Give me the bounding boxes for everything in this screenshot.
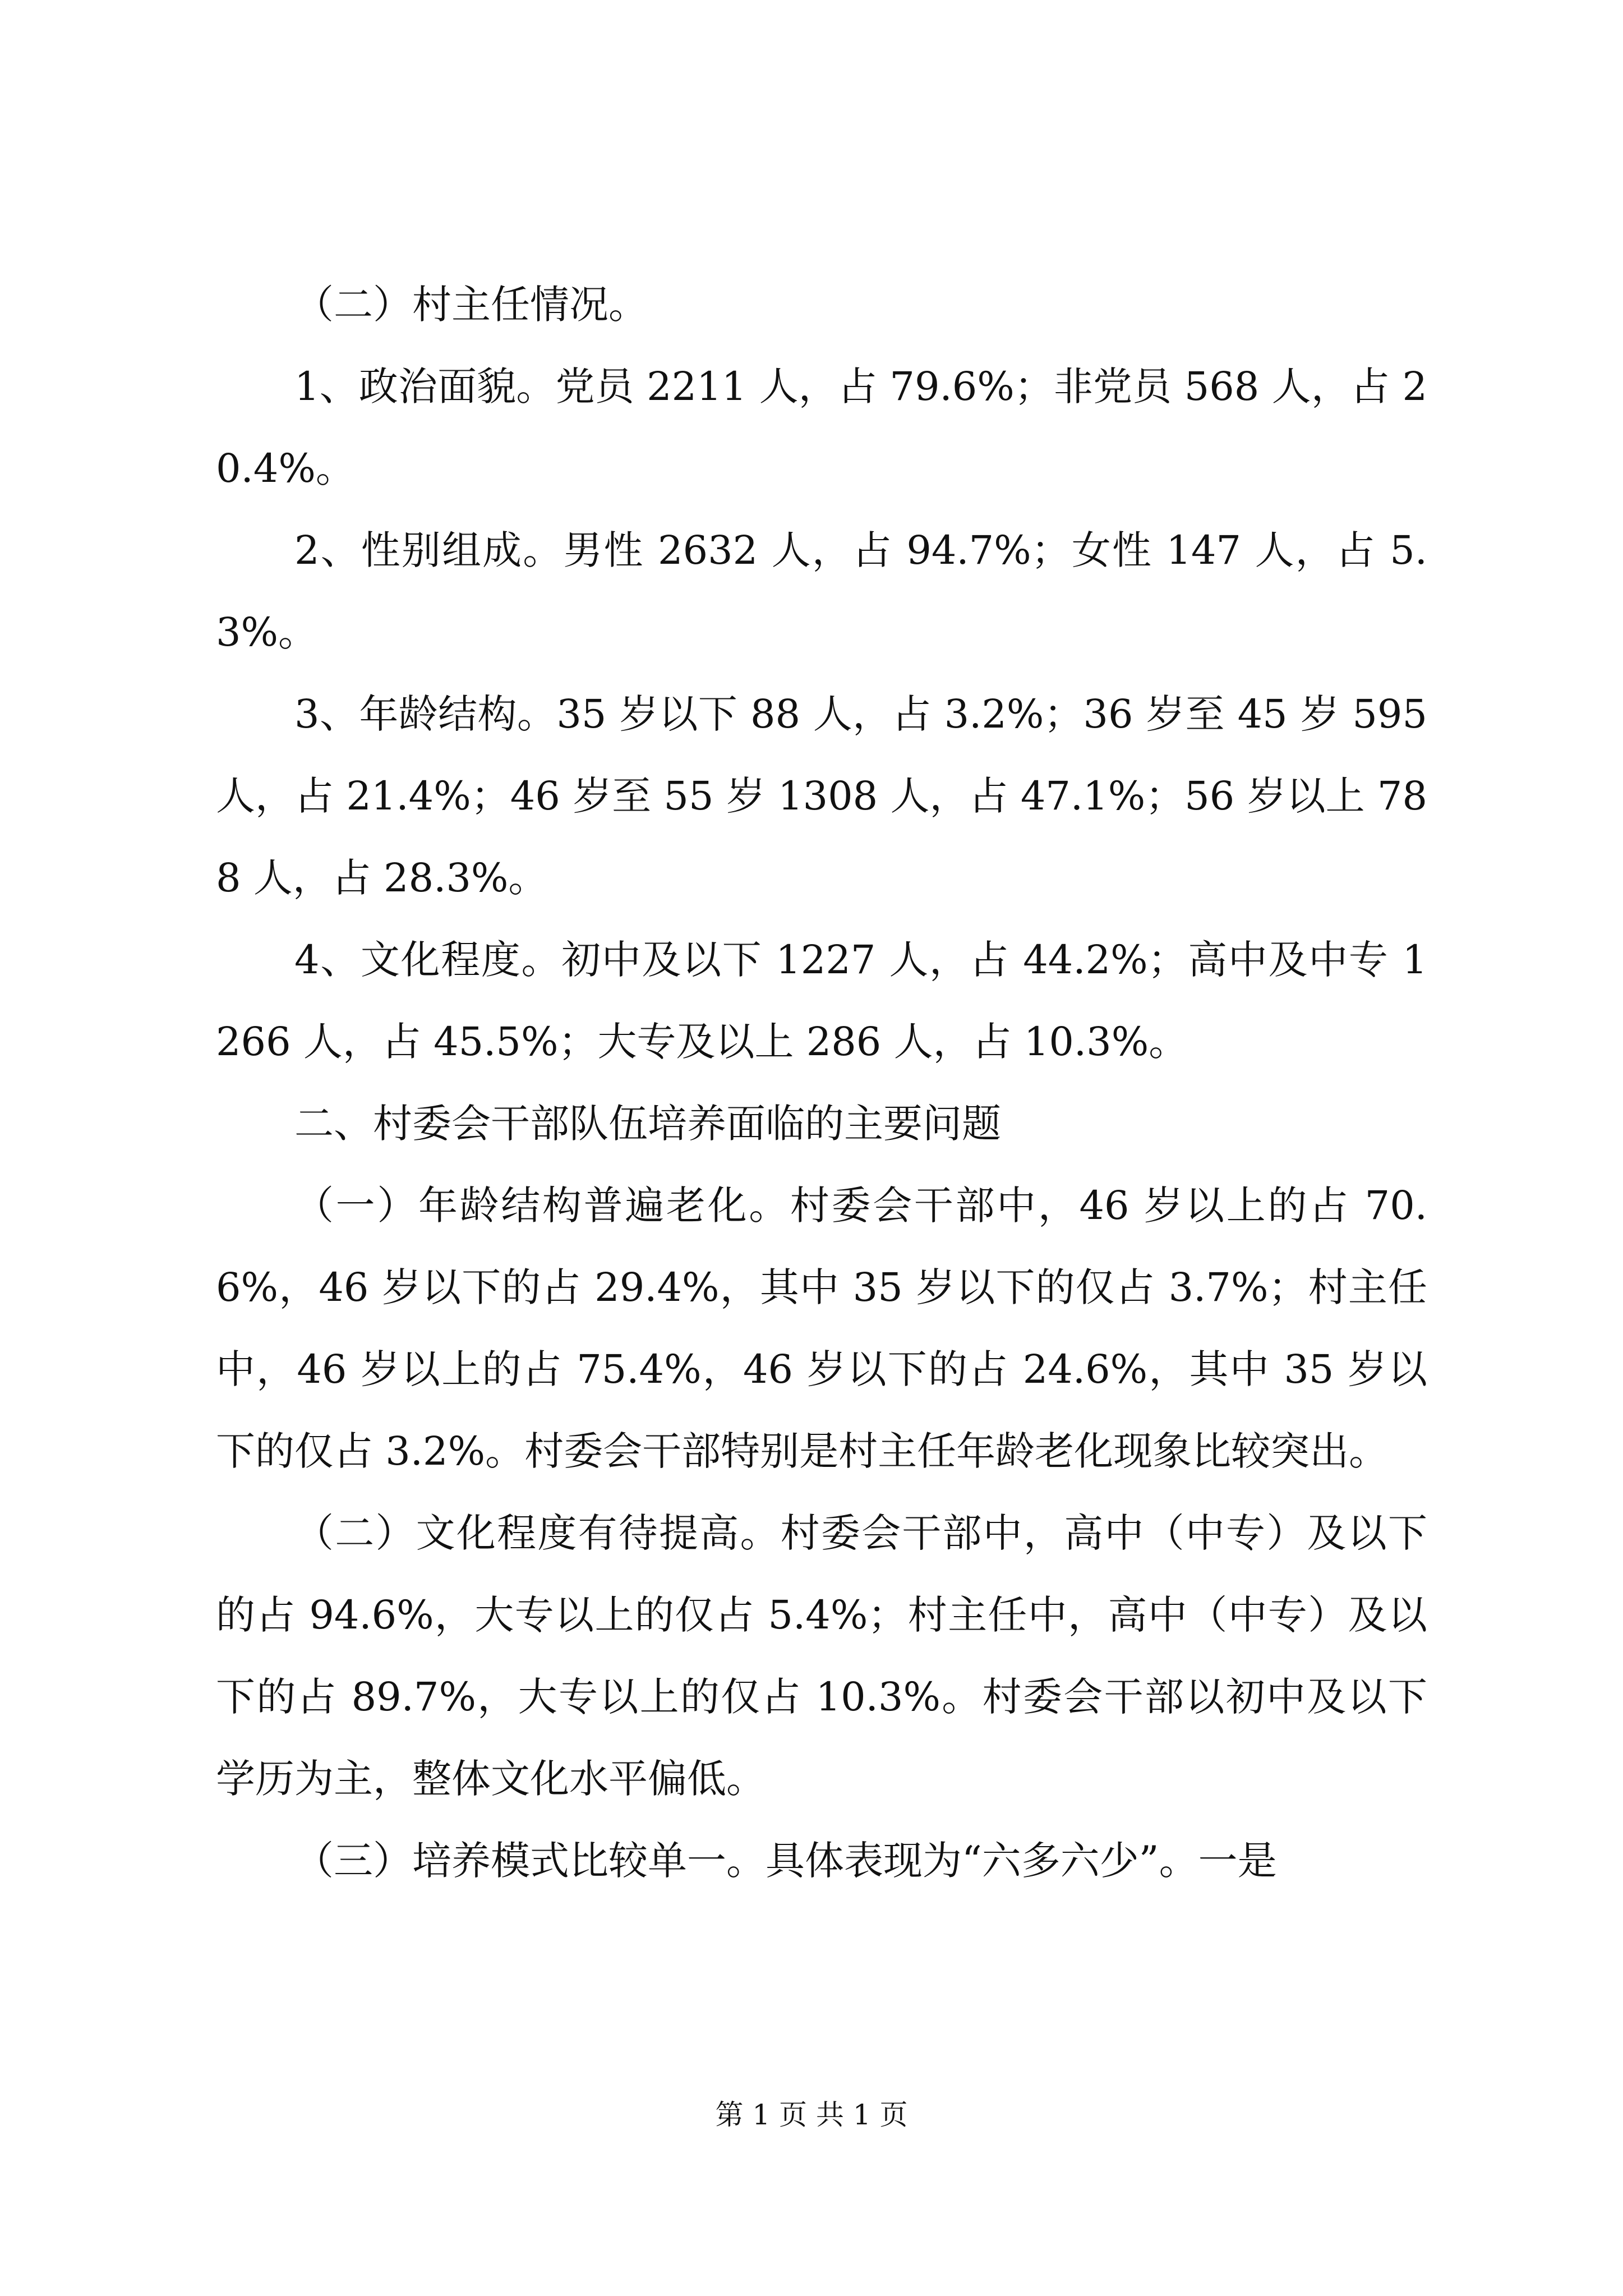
paragraph-aging: （一）年龄结构普遍老化。村委会干部中，46 岁以上的占 70.6%，46 岁以下的占 29.4%，其中 35 岁以下的仅占 3.7%；村主任中，46 岁以上的占 75.4%，46 岁以下的占 24.6%，其中 35 岁以下的仅占 3.2%。村委会干部特别是村主任年龄老化现象比较突出。 bbox=[216, 1182, 1427, 1474]
section-heading-village-director: （二）村主任情况。 bbox=[294, 282, 648, 328]
paragraph-age-structure: 3、年龄结构。35 岁以下 88 人，占 3.2%；36 岁至 45 岁 595 人，占 21.4%；46 岁至 55 岁 1308 人，占 47.1%；56 岁以上 788 人，占 28.3%。 bbox=[216, 691, 1428, 901]
document-body bbox=[216, 264, 1427, 1902]
paragraph-education: 4、文化程度。初中及以下 1227 人，占 44.2%；高中及中专 1266 人，占 45.5%；大专及以上 286 人，占 10.3%。 bbox=[216, 937, 1427, 1065]
page-footer: 第 1 页 共 1 页 bbox=[715, 2099, 908, 2131]
section-heading-main-problems: 二、村委会干部队伍培养面临的主要问题 bbox=[294, 1101, 1001, 1147]
paragraph-education-level: （二）文化程度有待提高。村委会干部中，高中（中专）及以下的占 94.6%，大专以上的仅占 5.4%；村主任中，高中（中专）及以下的占 89.7%，大专以上的仅占 10.3%。村委会干部以初中及以下学历为主，整体文化水平偏低。 bbox=[216, 1510, 1427, 1802]
paragraph-gender: 2、性别组成。男性 2632 人，占 94.7%；女性 147 人，占 5.3%。 bbox=[216, 527, 1427, 655]
paragraph-political-status: 1、政治面貌。党员 2211 人，占 79.6%；非党员 568 人，占 20.4%。 bbox=[216, 364, 1427, 491]
paragraph-training-model: （三）培养模式比较单一。具体表现为“六多六少”。一是 bbox=[294, 1838, 1277, 1884]
